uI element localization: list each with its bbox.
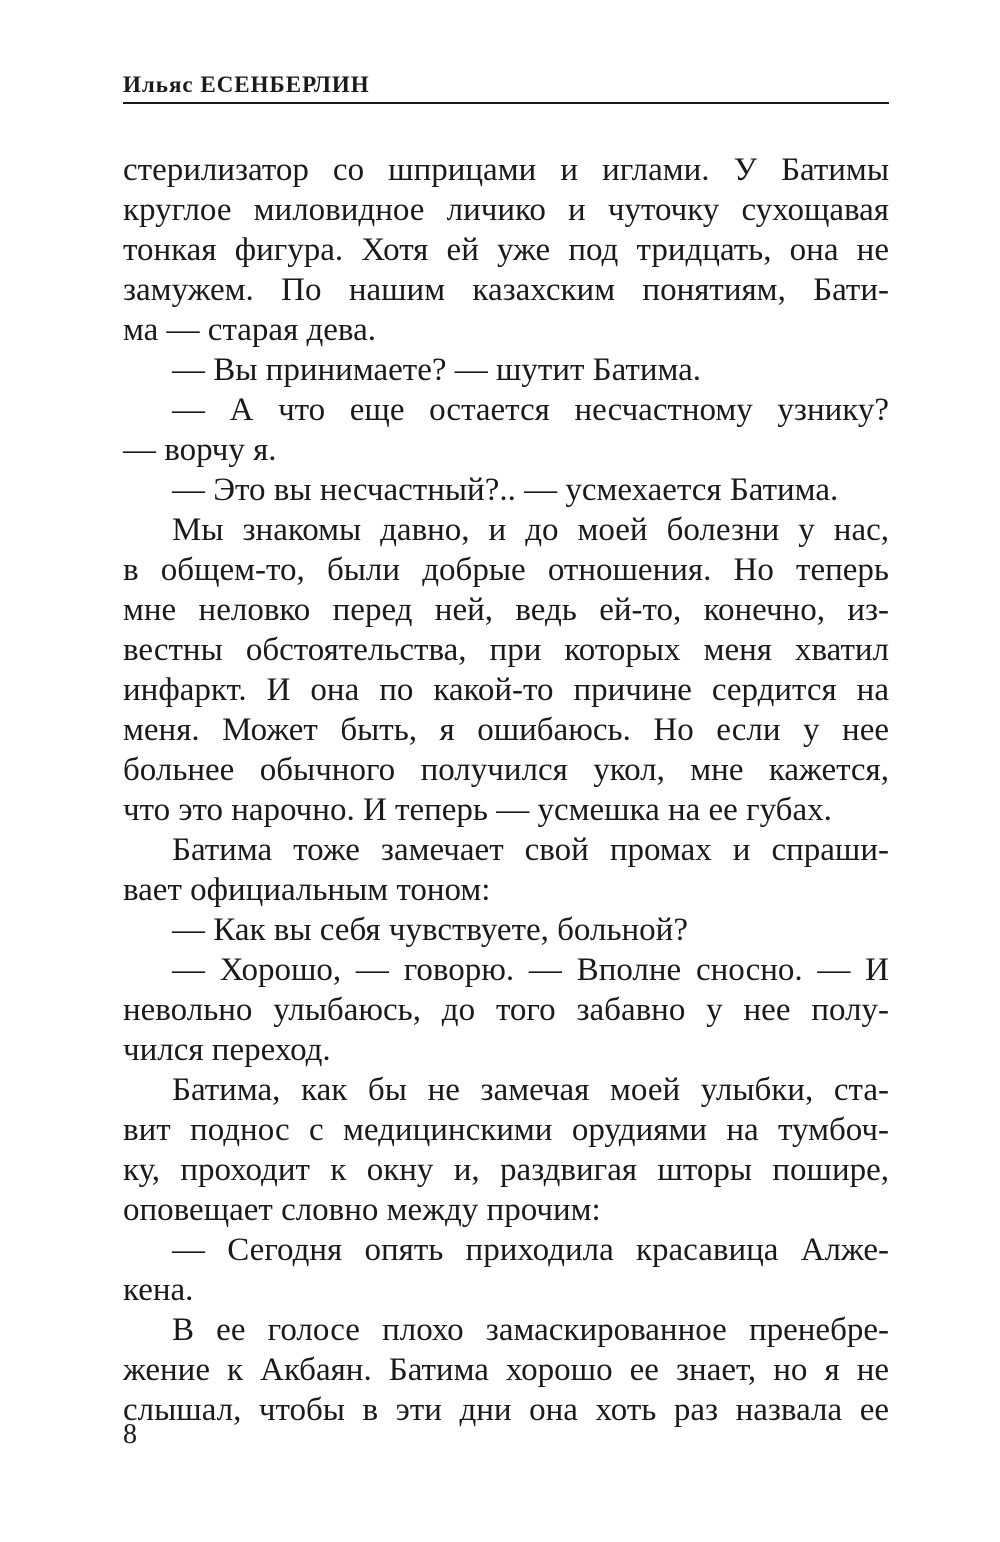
text-line: — Как вы себя чувствуете, больной? <box>172 912 688 948</box>
running-head-title: Ильяс ЕСЕНБЕРЛИН <box>123 72 370 97</box>
text-line: замужем. По нашим казахским понятиям, Бати- <box>123 272 889 308</box>
text-line: вестны обстоятельства, при которых меня хватил <box>123 632 889 668</box>
text-line: больнее обычного получился укол, мне кажется, <box>123 752 889 788</box>
text-line: невольно улыбаюсь, до того забавно у нее полу- <box>123 992 889 1028</box>
text-line: — А что еще остается несчастному узнику? <box>172 392 889 428</box>
text-line: инфаркт. И она по какой-то причине сердится на <box>123 672 889 708</box>
text-line: слышал, чтобы в эти дни она хоть раз назвала ее <box>123 1392 889 1428</box>
text-line: Батима тоже замечает свой промах и спраши- <box>172 832 889 868</box>
text-line: кена. <box>123 1272 194 1308</box>
text-line: тонкая фигура. Хотя ей уже под тридцать, она не <box>123 232 889 268</box>
text-line: В ее голосе плохо замаскированное пренебре- <box>172 1312 889 1348</box>
text-line: ку, проходит к окну и, раздвигая шторы пошире, <box>123 1152 889 1188</box>
text-line: Батима, как бы не замечая моей улыбки, ста- <box>172 1072 889 1108</box>
text-line: ма — старая дева. <box>123 312 376 348</box>
text-line: мне неловко перед ней, ведь ей-то, конечно, из- <box>123 592 889 628</box>
text-line: стерилизатор со шприцами и иглами. У Батимы <box>123 152 889 188</box>
text-line: чился переход. <box>123 1032 331 1068</box>
page-number: 8 <box>123 1419 137 1450</box>
text-line: Мы знакомы давно, и до моей болезни у нас, <box>172 512 889 548</box>
body-text <box>123 150 889 1430</box>
text-line: меня. Может быть, я ошибаюсь. Но если у нее <box>123 712 889 748</box>
text-line: что это нарочно. И теперь — усмешка на ее губах. <box>123 792 832 828</box>
text-line: — Хорошо, — говорю. — Вполне сносно. — И <box>172 952 889 988</box>
running-head <box>123 72 889 104</box>
text-line: в общем-то, были добрые отношения. Но теперь <box>123 552 889 588</box>
text-line: — Вы принимаете? — шутит Батима. <box>172 352 702 388</box>
text-line: оповещает словно между прочим: <box>123 1192 601 1228</box>
text-line: — Это вы несчастный?.. — усмехается Батима. <box>172 472 839 508</box>
text-line: вит поднос с медицинскими орудиями на тумбоч- <box>123 1112 889 1148</box>
text-line: — Сегодня опять приходила красавица Алже- <box>172 1232 889 1268</box>
text-line: — ворчу я. <box>123 432 277 468</box>
text-line: вает официальным тоном: <box>123 872 491 908</box>
text-line: круглое миловидное личико и чуточку сухощавая <box>123 192 889 228</box>
text-line: жение к Акбаян. Батима хорошо ее знает, но я не <box>123 1352 889 1388</box>
